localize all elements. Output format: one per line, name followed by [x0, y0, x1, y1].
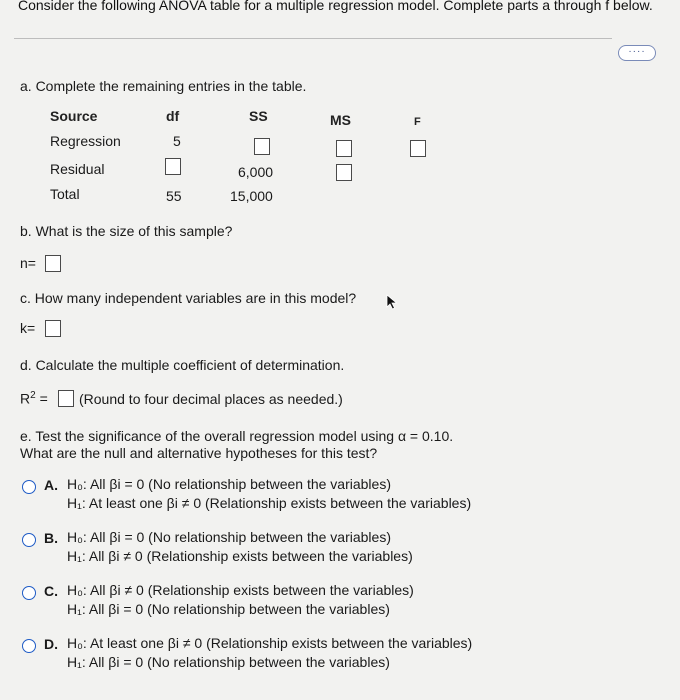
r-squared-input[interactable]	[58, 390, 74, 407]
k-input[interactable]	[45, 320, 61, 337]
part-c-prompt: c. How many independent variables are in this model?	[20, 290, 357, 306]
part-b-prompt: b. What is the size of this sample?	[20, 223, 233, 239]
option-c-letter: C.	[44, 583, 58, 599]
header-f: F	[414, 116, 421, 128]
option-a-radio[interactable]	[22, 480, 36, 494]
option-a-letter: A.	[44, 477, 58, 493]
question-title: Consider the following ANOVA table for a multiple regression model. Complete parts a through f below.	[18, 0, 653, 13]
r-squared-label: $R^2$ =	[20, 390, 48, 407]
part-d-prompt: d. Calculate the multiple coefficient of determination.	[20, 357, 345, 373]
total-ss-value: 15,000	[230, 188, 273, 204]
n-input[interactable]	[45, 255, 61, 272]
regression-ms-input[interactable]	[336, 140, 352, 157]
option-b-h1: H₁: All βi ≠ 0 (Relationship exists between the variables)	[67, 548, 413, 564]
header-ss: SS	[249, 108, 268, 124]
part-e-prompt-line2: What are the null and alternative hypotheses for this test?	[20, 445, 378, 461]
regression-df-value: 5	[173, 133, 181, 149]
option-d-radio[interactable]	[22, 639, 36, 653]
row-residual-label: Residual	[50, 161, 105, 177]
part-e-prompt-line1: e. Test the significance of the overall regression model using α = 0.10.	[20, 428, 454, 444]
mouse-pointer-icon	[385, 294, 399, 310]
residual-ms-input[interactable]	[336, 164, 352, 181]
option-b-h0: H₀: All βi = 0 (No relationship between the variables)	[67, 529, 391, 545]
header-df: df	[166, 108, 180, 124]
option-a-h1: H₁: At least one βi ≠ 0 (Relationship exists between the variables)	[67, 495, 472, 511]
rounding-note: (Round to four decimal places as needed.)	[79, 391, 343, 407]
row-regression-label: Regression	[50, 133, 121, 149]
k-label: k=	[20, 320, 36, 336]
option-a-h0: H₀: All βi = 0 (No relationship between the variables)	[67, 476, 391, 492]
regression-ss-input[interactable]	[254, 138, 270, 155]
option-d-h1: H₁: All βi = 0 (No relationship between the variables)	[67, 654, 390, 670]
option-d-h0: H₀: At least one βi ≠ 0 (Relationship exists between the variables)	[67, 635, 473, 651]
f-stat-input[interactable]	[410, 140, 426, 157]
option-d-letter: D.	[44, 636, 58, 652]
option-b-radio[interactable]	[22, 533, 36, 547]
option-c-h1: H₁: All βi = 0 (No relationship between the variables)	[67, 601, 390, 617]
option-b-letter: B.	[44, 530, 58, 546]
option-c-radio[interactable]	[22, 586, 36, 600]
header-ms: MS	[330, 112, 351, 128]
n-label: n=	[20, 255, 36, 271]
total-df-value: 55	[166, 188, 182, 204]
residual-df-input[interactable]	[165, 158, 181, 175]
row-total-label: Total	[50, 186, 80, 202]
header-source: Source	[50, 108, 98, 124]
header-divider	[14, 38, 612, 39]
part-a-prompt: a. Complete the remaining entries in the table.	[20, 78, 307, 94]
residual-ss-value: 6,000	[238, 164, 274, 180]
option-c-h0: H₀: All βi ≠ 0 (Relationship exists between the variables)	[67, 582, 414, 598]
more-button[interactable]: ····	[618, 45, 656, 61]
